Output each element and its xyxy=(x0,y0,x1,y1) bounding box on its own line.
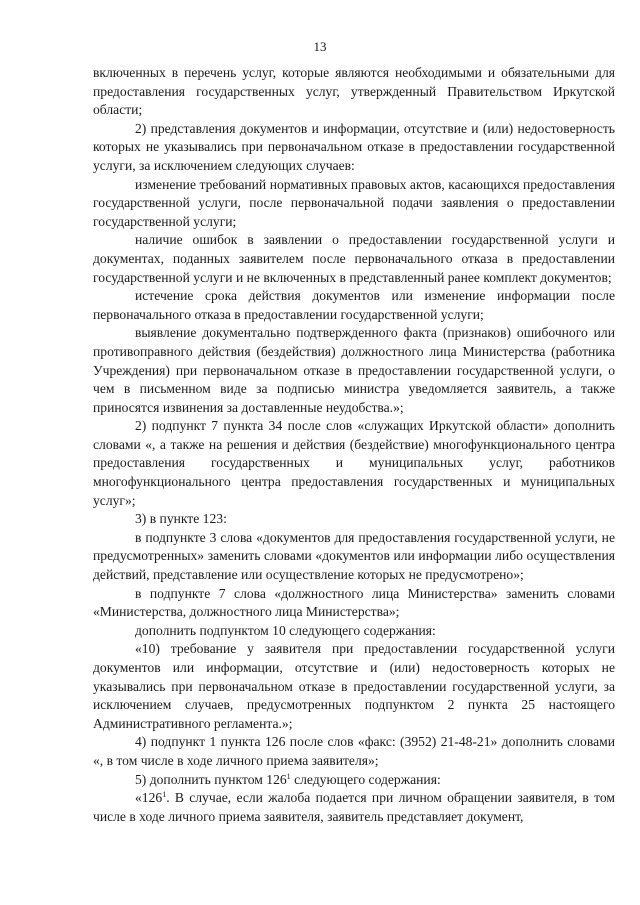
paragraph-14 xyxy=(93,771,615,790)
document-body xyxy=(93,64,615,826)
paragraph-9: в подпункте 3 слова «документов для предоставления государственной услуги, не предусмотренных» заменить словами «документов или информации либо осуществления действий, представление или осуществление которых не предусмотрено»; xyxy=(93,529,615,583)
superscript: 1 xyxy=(286,771,291,781)
paragraph-10: в подпункте 7 слова «должностного лица Министерства» заменить словами «Министерства, должностного лица Министерства»; xyxy=(93,585,615,620)
paragraph-15 xyxy=(93,789,615,826)
paragraph-8: 3) в пункте 123: xyxy=(135,511,227,527)
paragraph-11: дополнить подпунктом 10 следующего содержания: xyxy=(135,622,436,638)
paragraph-13: 4) подпункт 1 пункта 126 после слов «факс: (3952) 21-48-21» дополнить словами «, в том числе в ходе личного приема заявителя»; xyxy=(93,734,615,768)
paragraph-6: выявление документально подтвержденного факта (признаков) ошибочного или противоправного действия (бездействия) должностного лица Министерства (работника Учреждения) при первоначальном отказе в предоставлении государственной услуги, о чем в письменном виде за подписью министра уведомляется заявитель, а также приносятся извинения за доставленные неудобства.»; xyxy=(93,325,615,415)
paragraph-4: наличие ошибок в заявлении о предоставлении государственной услуги и документах, поданных заявителем после первоначального отказа в предоставлении государственной услуги и не включенных в представленный ранее комплект документов; xyxy=(93,232,615,285)
paragraph-12: «10) требование у заявителя при предоставлении государственной услуги документов или информации, отсутствие и (или) недостоверность которых не указывались при первоначальном отказе в предоставлении государственной услуги, за исключением случаев, предусмотренных подпунктом 2 пункта 25 настоящего Административного регламента.»; xyxy=(93,641,615,731)
superscript: 1 xyxy=(162,790,167,800)
paragraph-7: 2) подпункт 7 пункта 34 после слов «служащих Иркутской области» дополнить словами «, а также на решения и действия (бездействие) многофункционального центра предоставления государственных и муниципальных услуг, работников многофункционального центра предоставления государственных и муниципальных услуг»; xyxy=(93,418,615,508)
paragraph-15-text: «126 xyxy=(135,790,163,806)
paragraph-2: 2) представления документов и информации, отсутствие и (или) недостоверность которых не указывались при первоначальном отказе в предоставлении государственной услуги, за исключением следующих случаев: xyxy=(93,120,615,173)
paragraph-1: включенных в перечень услуг, которые являются необходимыми и обязательными для предоставления государственных услуг, утвержденный Правительством Иркутской области; xyxy=(93,65,615,118)
paragraph-3: изменение требований нормативных правовых актов, касающихся предоставления государственной услуги, после первоначальной подачи заявления о предоставлении государственной услуги; xyxy=(93,176,615,229)
paragraph-14-text-end: следующего содержания: xyxy=(290,771,441,787)
paragraph-5: истечение срока действия документов или изменение информации после первоначального отказа в предоставлении государственной услуги; xyxy=(93,288,615,322)
page-number: 13 xyxy=(313,39,327,54)
paragraph-15-text-end: . В случае, если жалоба подается при личном обращении заявителя, в том числе в ходе личного приема заявителя, заявитель представляет документ, xyxy=(93,790,615,824)
paragraph-14-text: 5) дополнить пунктом 126 xyxy=(135,771,287,787)
